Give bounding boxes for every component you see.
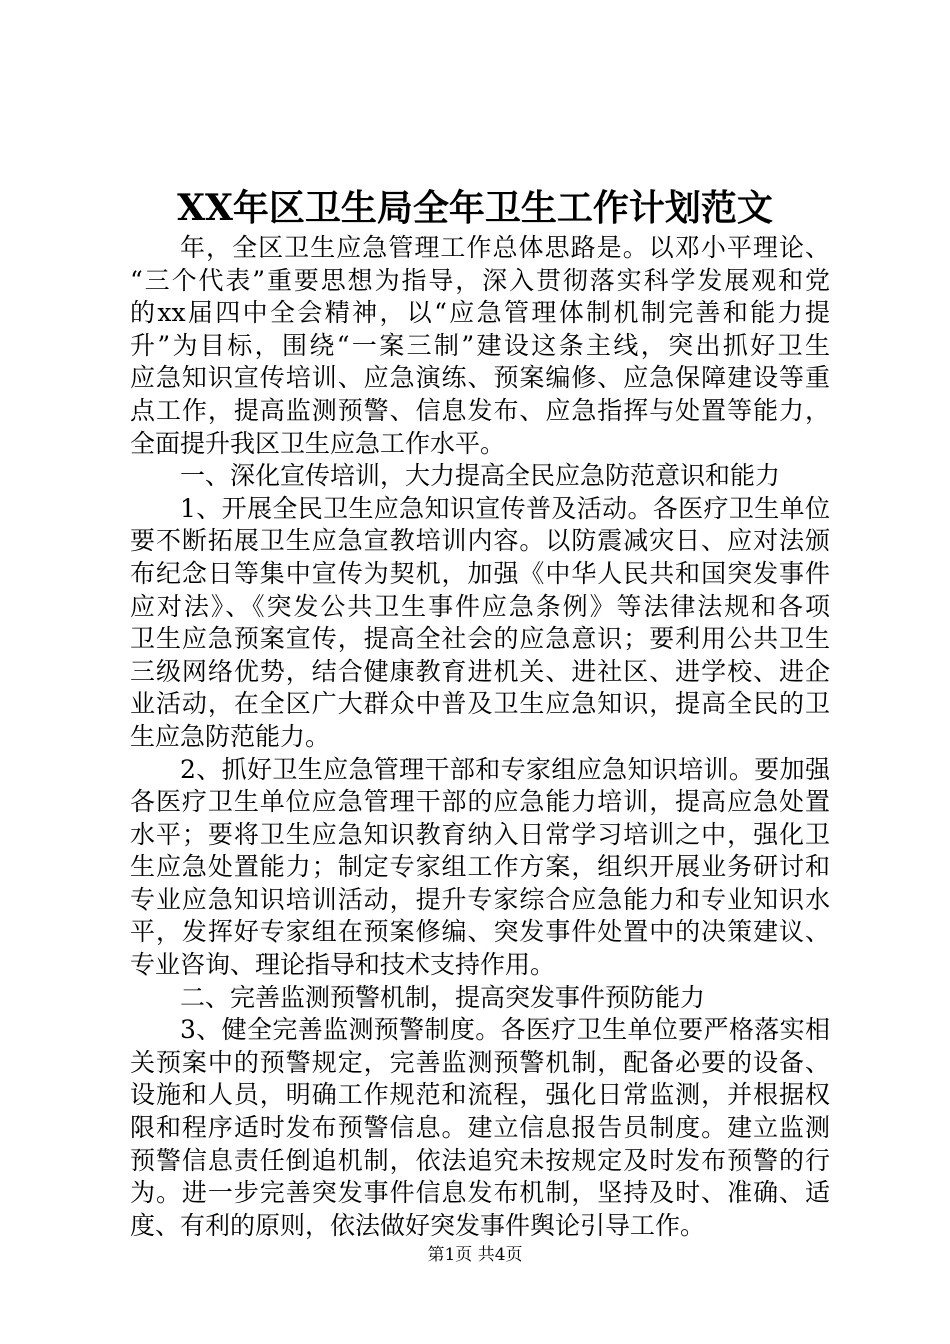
- paragraph-line: 全面提升我区卫生应急工作水平。: [130, 428, 506, 458]
- document-body: [130, 232, 830, 1242]
- paragraph-line: 专业咨询、理论指导和技术支持作用。: [130, 950, 556, 980]
- paragraph-line: 3、健全完善监测预警制度。各医疗卫生单位要严格落实相: [180, 1015, 830, 1045]
- paragraph-line: “三个代表”重要思想为指导，深入贯彻落实科学发展观和党: [130, 265, 830, 295]
- paragraph-line: 生应急防范能力。: [130, 721, 331, 751]
- paragraph-line: 应对法》、《突发公共卫生事件应急条例》等法律法规和各项: [130, 591, 830, 621]
- document-title: XX年区卫生局全年卫生工作计划范文: [177, 187, 773, 229]
- paragraph-line: 度、有利的原则，依法做好突发事件舆论引导工作。: [130, 1210, 706, 1240]
- paragraph-line: 各医疗卫生单位应急管理干部的应急能力培训，提高应急处置: [130, 787, 830, 817]
- section-heading: 一、深化宣传培训，大力提高全民应急防范意识和能力: [180, 461, 781, 491]
- paragraph-line: 1、开展全民卫生应急知识宣传普及活动。各医疗卫生单位: [180, 493, 830, 523]
- paragraph-line: 三级网络优势，结合健康教育进机关、进社区、进学校、进企: [130, 656, 830, 686]
- paragraph-line: 关预案中的预警规定，完善监测预警机制，配备必要的设备、: [130, 1047, 830, 1077]
- paragraph-line: 预警信息责任倒追机制，依法追究未按规定及时发布预警的行: [130, 1145, 830, 1175]
- paragraph-line: 点工作，提高监测预警、信息发布、应急指挥与处置等能力，: [130, 395, 830, 425]
- paragraph-line: 平，发挥好专家组在预案修编、突发事件处置中的决策建议、: [130, 917, 830, 947]
- paragraph-line: 升”为目标，围绕“一案三制”建设这条主线，突出抓好卫生: [130, 330, 830, 360]
- paragraph-line: 设施和人员，明确工作规范和流程，强化日常监测，并根据权: [130, 1080, 830, 1110]
- paragraph-line: 生应急处置能力；制定专家组工作方案，组织开展业务研讨和: [130, 852, 830, 882]
- paragraph-line: 专业应急知识培训活动，提升专家综合应急能力和专业知识水: [130, 884, 830, 914]
- paragraph-line: 限和程序适时发布预警信息。建立信息报告员制度。建立监测: [130, 1113, 830, 1143]
- paragraph-line: 水平；要将卫生应急知识教育纳入日常学习培训之中，强化卫: [130, 819, 830, 849]
- paragraph-line: 布纪念日等集中宣传为契机，加强《中华人民共和国突发事件: [130, 558, 830, 588]
- paragraph-line: 要不断拓展卫生应急宣教培训内容。以防震减灾日、应对法颁: [130, 526, 830, 556]
- paragraph-line: 卫生应急预案宣传，提高全社会的应急意识；要利用公共卫生: [130, 624, 830, 654]
- paragraph-line: 2、抓好卫生应急管理干部和专家组应急知识培训。要加强: [180, 754, 830, 784]
- page-number-footer: 第1页 共4页: [427, 1245, 523, 1265]
- paragraph-line: 业活动，在全区广大群众中普及卫生应急知识，提高全民的卫: [130, 689, 830, 719]
- paragraph-line: 的xx届四中全会精神，以“应急管理体制机制完善和能力提: [130, 298, 830, 328]
- section-heading: 二、完善监测预警机制，提高突发事件预防能力: [180, 982, 706, 1012]
- paragraph-line: 应急知识宣传培训、应急演练、预案编修、应急保障建设等重: [130, 363, 830, 393]
- paragraph-line: 年，全区卫生应急管理工作总体思路是。以邓小平理论、: [180, 233, 830, 262]
- paragraph-line: 为。进一步完善突发事件信息发布机制，坚持及时、准确、适: [130, 1178, 830, 1208]
